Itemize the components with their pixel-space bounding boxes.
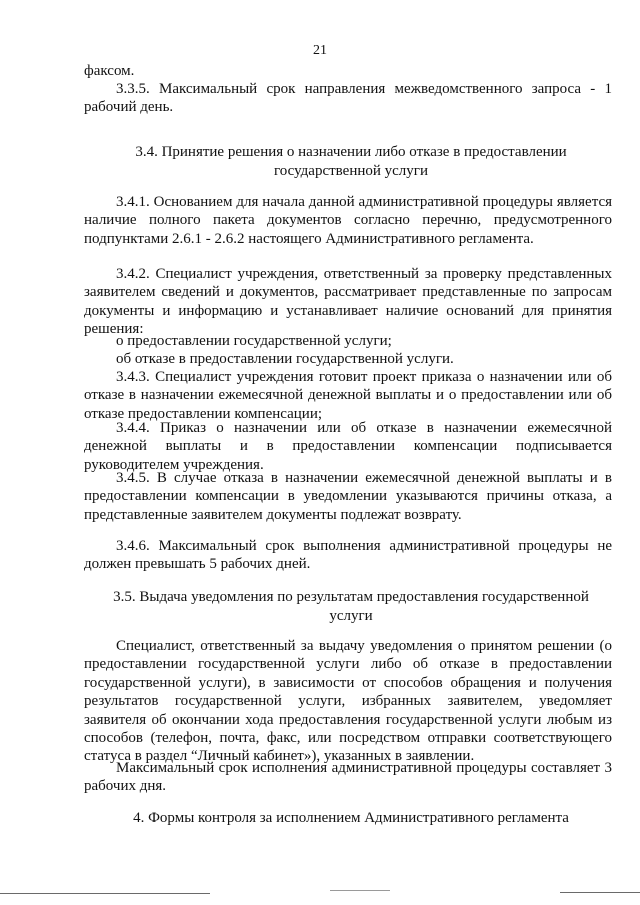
section-heading-3-5: 3.5. Выдача уведомления по результатам предоставления государственной услуги xyxy=(113,589,589,624)
list-item-grant: о предоставлении государственной услуги; xyxy=(116,333,392,349)
paragraph-fax-tail: факсом. xyxy=(84,63,135,79)
paragraph-3-4-2-text: 3.4.2. Специалист учреждения, ответственный за проверку представленных заявителем сведений и документов, рассматривает представленные по запросам документы и информацию и устанавливает наличие оснований для принятия решения: xyxy=(84,266,612,338)
section-heading-4: 4. Формы контроля за исполнением Административного регламента xyxy=(133,810,569,826)
paragraph-3-4-6 xyxy=(84,537,612,574)
paragraph-3-4-4-text: 3.4.4. Приказ о назначении или об отказе в назначении ежемесячной денежной выплаты и в предоставлении компенсации подписывается руководителем учреждения. xyxy=(84,420,612,473)
paragraph-3-5-notification xyxy=(84,637,612,766)
list-item-refusal: об отказе в предоставлении государственной услуги. xyxy=(116,351,454,367)
page-number: 21 xyxy=(313,43,327,58)
paragraph-3-4-6-text: 3.4.6. Максимальный срок выполнения административной процедуры не должен превышать 5 рабочих дней. xyxy=(84,538,612,573)
paragraph-3-3-5 xyxy=(84,80,612,117)
paragraph-3-4-4 xyxy=(84,419,612,474)
scan-edge-line-left xyxy=(0,893,210,894)
scan-edge-line-right xyxy=(560,892,640,893)
scan-edge-line-mid xyxy=(330,890,390,891)
paragraph-3-5-notification-text: Специалист, ответственный за выдачу уведомления о принятом решении (о предоставлении государственной услуги либо об отказе в предоставлении государственной услуги), в зависимости от способов обращения и получения результатов государственной услуги, избранных заявителем, уведомляет заявителя об окончании хода предоставления государственной услуги любым из способов (телефон, почта, факс, или посредством отправки соответствующего статуса в раздел “Личный кабинет»), указанных в заявлении. xyxy=(84,638,612,765)
paragraph-3-4-3 xyxy=(84,368,612,423)
paragraph-3-3-5-text: 3.3.5. Максимальный срок направления межведомственного запроса - 1 рабочий день. xyxy=(84,81,612,116)
paragraph-3-4-3-text: 3.4.3. Специалист учреждения готовит проект приказа о назначении или об отказе в назначении ежемесячной денежной выплаты и о предоставлении или об отказе предоставлении компенсации; xyxy=(84,369,612,422)
paragraph-3-4-1 xyxy=(84,193,612,248)
paragraph-3-4-5-text: 3.4.5. В случае отказа в назначении ежемесячной денежной выплаты и в предоставлении компенсации в уведомлении указываются причины отказа, а представленные заявителем документы подлежат возврату. xyxy=(84,470,612,523)
paragraph-3-5-deadline-text: Максимальный срок исполнения административной процедуры составляет 3 рабочих дня. xyxy=(84,760,612,795)
paragraph-3-4-2 xyxy=(84,265,612,339)
paragraph-3-4-5 xyxy=(84,469,612,524)
section-heading-3-4: 3.4. Принятие решения о назначении либо отказе в предоставлении государственной услуги xyxy=(135,144,567,179)
paragraph-3-5-deadline xyxy=(84,759,612,796)
paragraph-3-4-1-text: 3.4.1. Основанием для начала данной административной процедуры является наличие полного пакета документов согласно перечню, предусмотренного подпунктами 2.6.1 - 2.6.2 настоящего Административного регламента. xyxy=(84,194,612,247)
